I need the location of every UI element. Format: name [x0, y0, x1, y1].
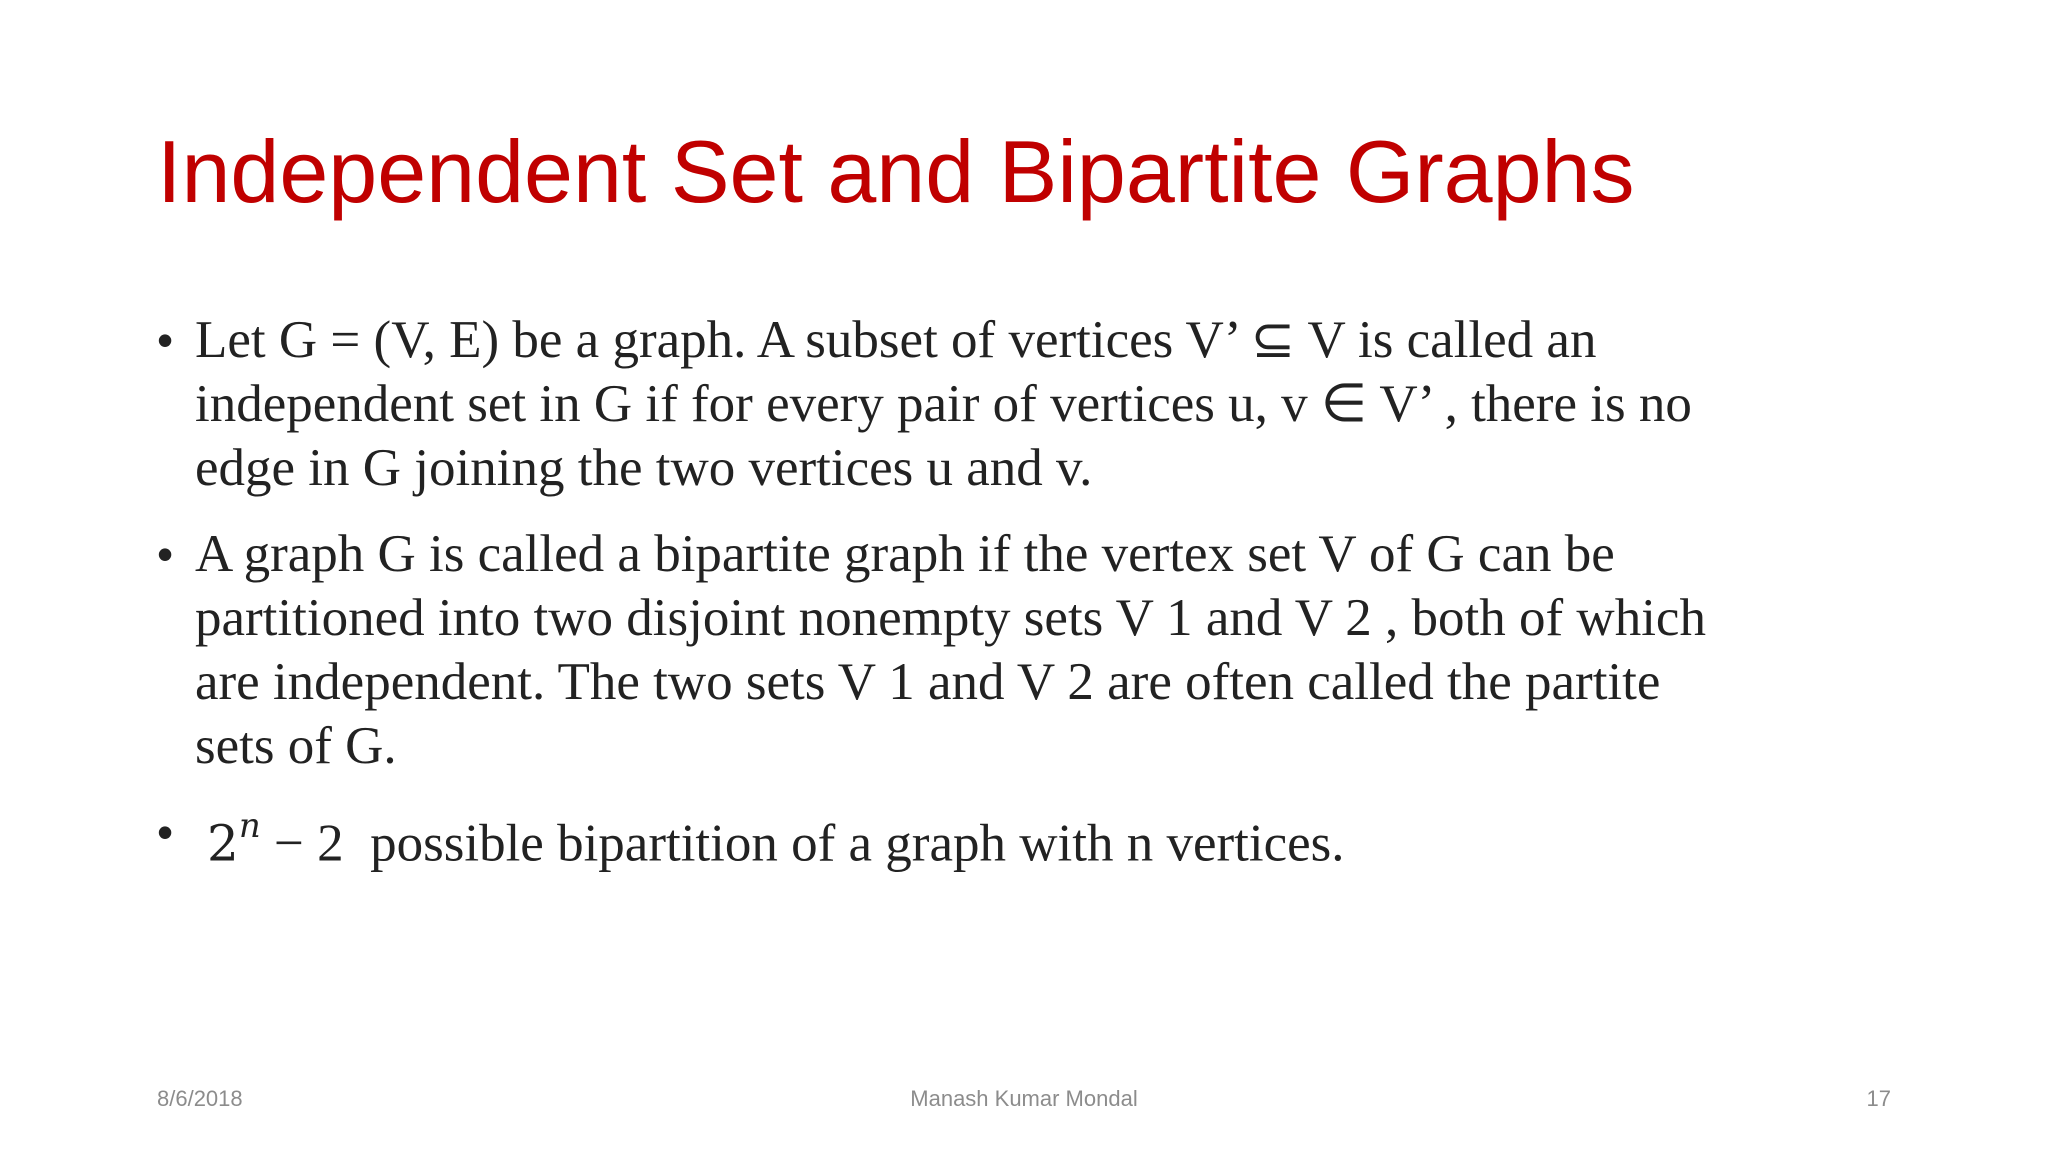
- bullet-marker: •: [157, 528, 174, 580]
- formula-exponent: n: [238, 806, 261, 846]
- bullet-line: partitioned into two disjoint nonempty sets V 1 and V 2 , both of which: [195, 589, 1706, 647]
- bullet-marker: •: [157, 314, 174, 366]
- bullet-list: [157, 308, 1917, 898]
- bullet-line: sets of G.: [195, 717, 397, 775]
- footer-page-number: 17: [1866, 1086, 1891, 1111]
- bullet-text: possible bipartition of a graph with n vertices.: [370, 814, 1345, 873]
- bullet-line: [195, 800, 1917, 876]
- bullet-bipartition-count: [157, 800, 1917, 876]
- footer-author: Manash Kumar Mondal: [910, 1086, 1138, 1111]
- bullet-bipartite-graph: [157, 522, 1917, 778]
- bullet-line: independent set in G if for every pair of vertices u, v ∈ V’ , there is no: [195, 375, 1692, 433]
- formula-rest: − 2: [273, 814, 344, 873]
- bullet-line: edge in G joining the two vertices u and v.: [195, 439, 1093, 497]
- slide-title: Independent Set and Bipartite Graphs: [157, 122, 1635, 221]
- bullet-line: are independent. The two sets V 1 and V 2 are often called the partite: [195, 653, 1661, 711]
- footer-date: 8/6/2018: [157, 1086, 243, 1111]
- bullet-line: Let G = (V, E) be a graph. A subset of vertices V’ ⊆ V is called an: [195, 311, 1597, 369]
- bullet-line: A graph G is called a bipartite graph if the vertex set V of G can be: [195, 525, 1615, 583]
- bullet-marker: •: [157, 806, 174, 858]
- bullet-independent-set: [157, 308, 1917, 500]
- formula-base: 2: [207, 814, 239, 873]
- bipartition-formula: [207, 800, 261, 876]
